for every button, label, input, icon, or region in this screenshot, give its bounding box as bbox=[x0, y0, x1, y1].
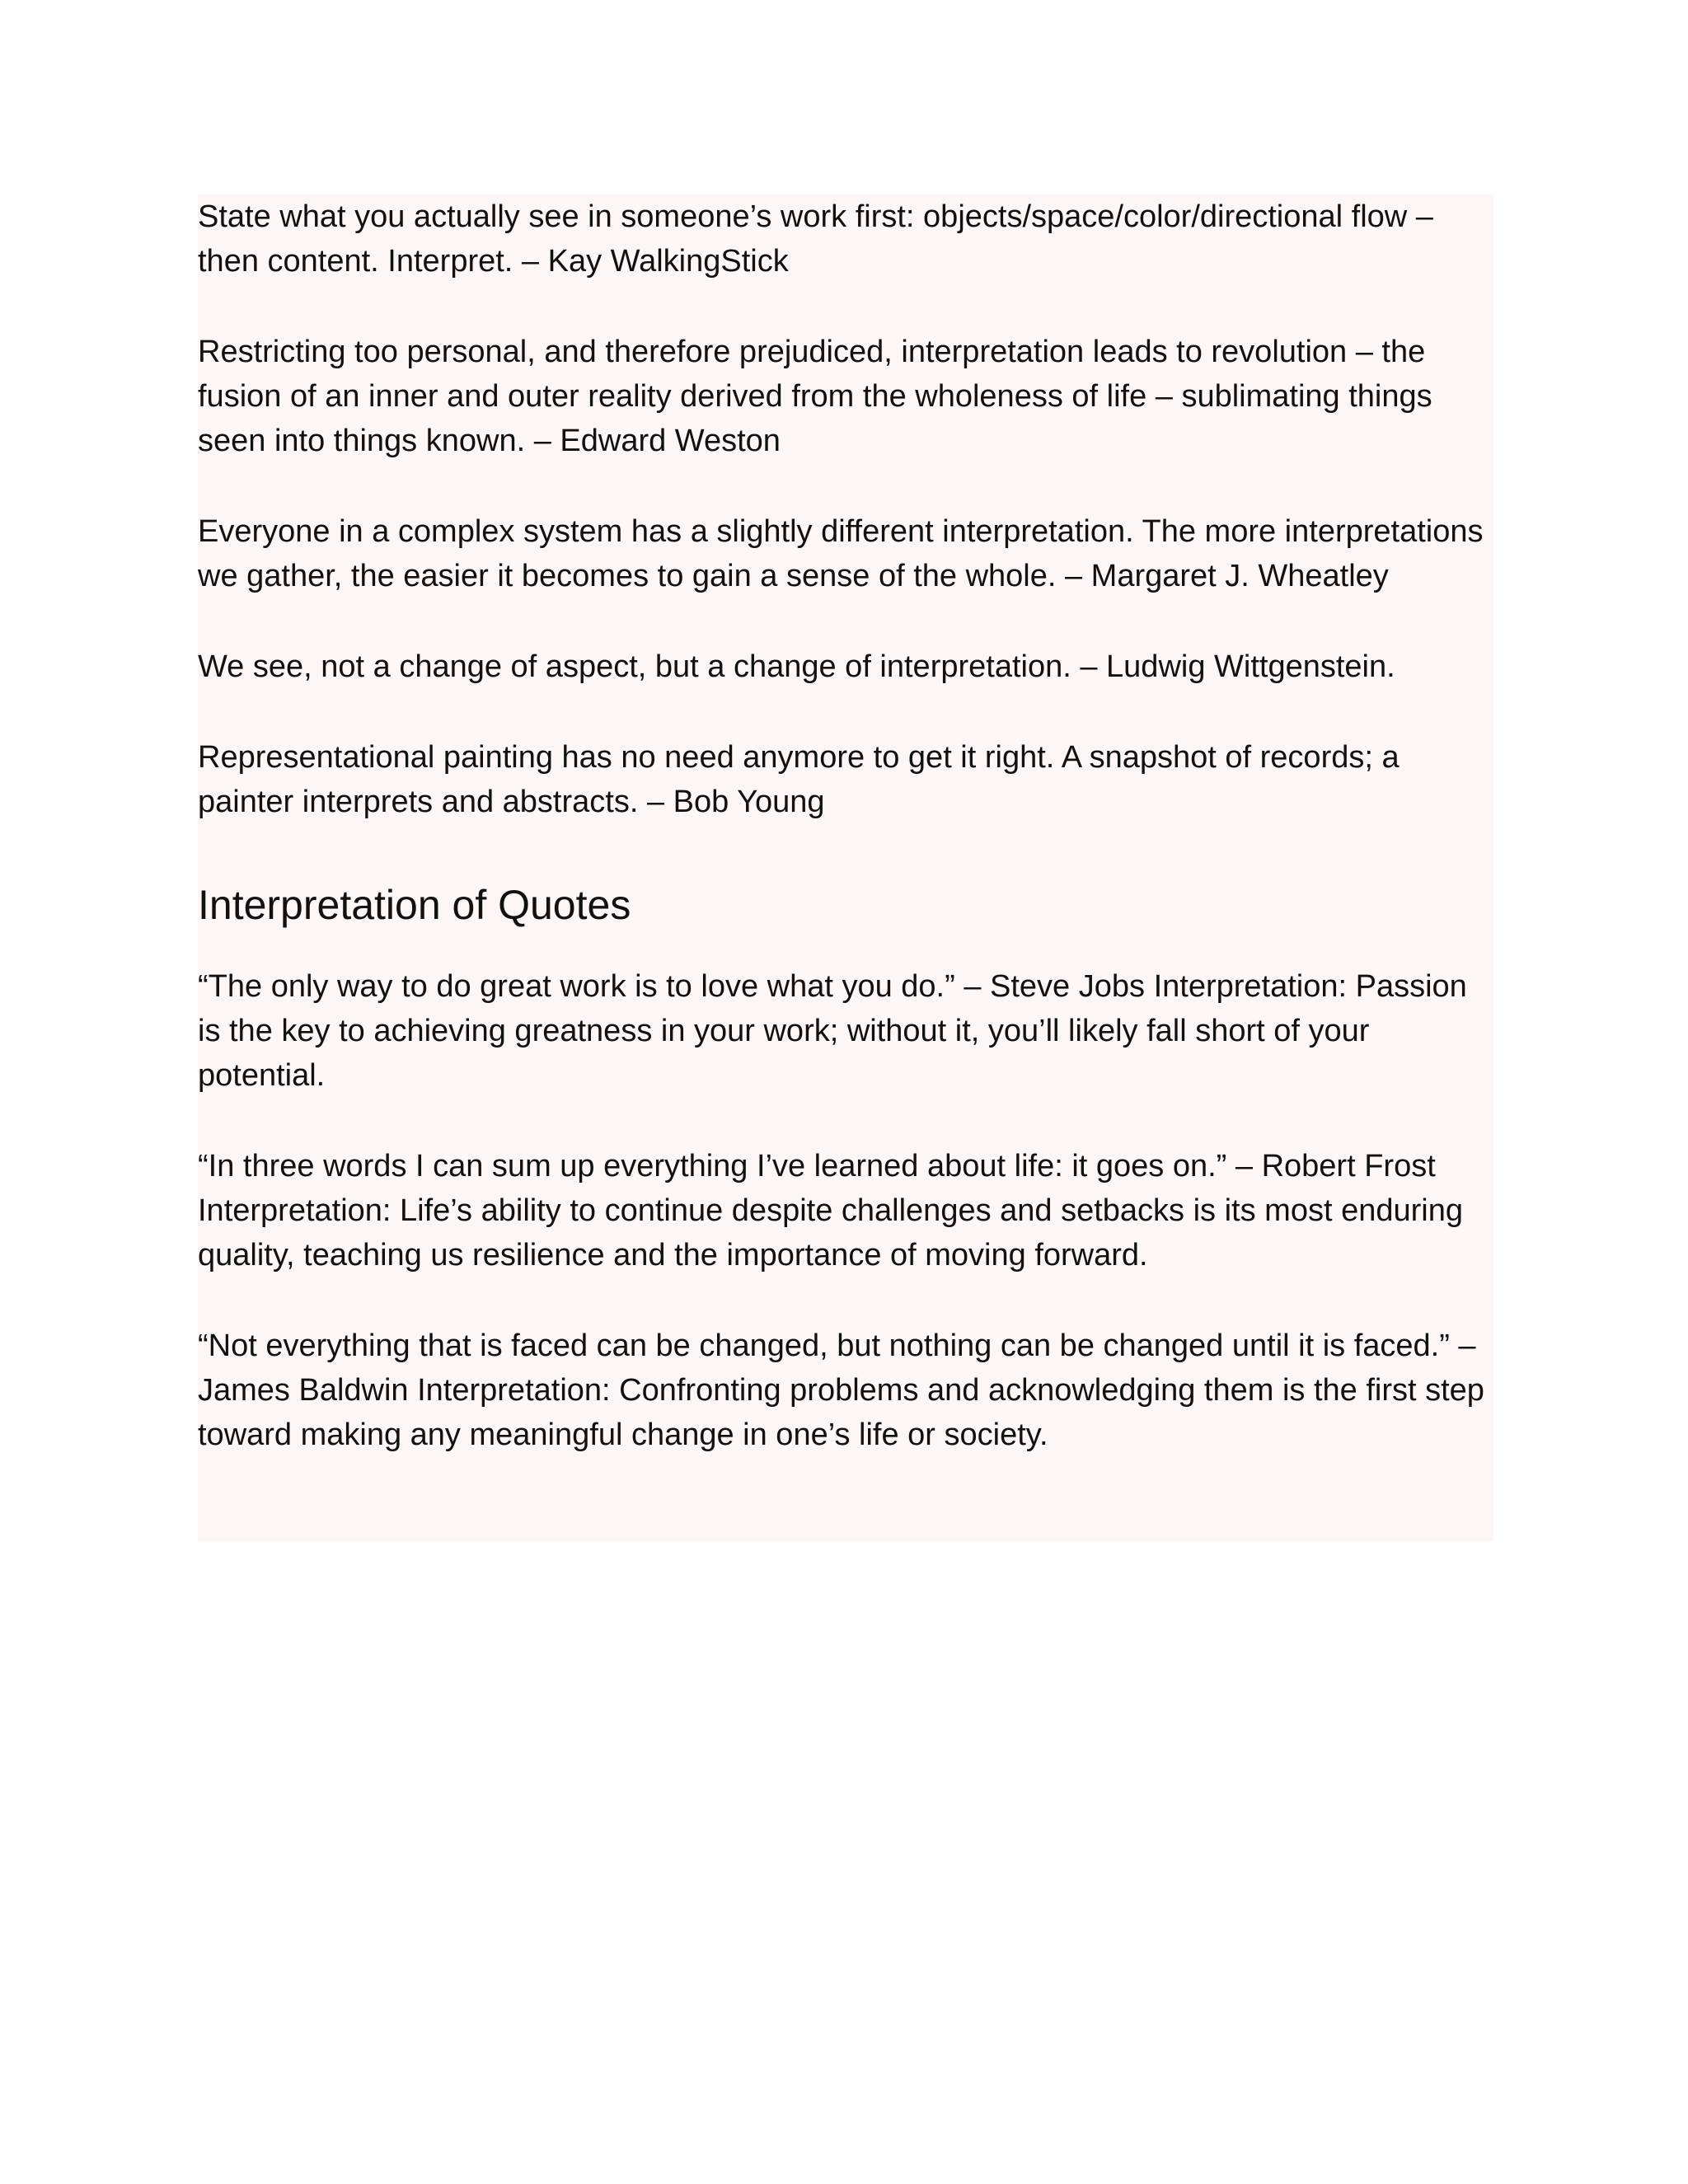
interpretation-paragraph: “The only way to do great work is to love what you do.” – Steve Jobs Interpretation: Passion is the key to achieving greatness in your work; without it, you’ll likely fall short of your potential. bbox=[198, 969, 1467, 1093]
interpretation-paragraph: “Not everything that is faced can be changed, but nothing can be changed until it is faced.” – James Baldwin Interpretation: Confronting problems and acknowledging them is the first step toward making any meaningful change in one’s life or society. bbox=[198, 1329, 1484, 1452]
heading-spacer bbox=[198, 931, 1493, 964]
paragraph-spacer bbox=[198, 1098, 1493, 1144]
paragraph-spacer bbox=[198, 463, 1493, 509]
paragraph-spacer bbox=[198, 598, 1493, 644]
quote-paragraph: Representational painting has no need anymore to get it right. A snapshot of records; a painter interprets and abstracts. – Bob Young bbox=[198, 740, 1400, 819]
paragraph-spacer bbox=[198, 824, 1493, 870]
interpretation-paragraph: “In three words I can sum up everything I’ve learned about life: it goes on.” – Robert Frost Interpretation: Life’s ability to continue despite challenges and setbacks is its most enduring quality, teaching us resilience and the importance of moving forward. bbox=[198, 1149, 1463, 1272]
paragraph-spacer bbox=[198, 689, 1493, 735]
paragraph-spacer bbox=[198, 284, 1493, 330]
quote-paragraph: Restricting too personal, and therefore prejudiced, interpretation leads to revolution – the fusion of an inner and outer reality derived from the wholeness of life – sublimating things seen into things known. – Edward Weston bbox=[198, 335, 1432, 458]
quotes-content-block bbox=[198, 194, 1493, 1541]
quote-paragraph: We see, not a change of aspect, but a change of interpretation. – Ludwig Wittgenstein. bbox=[198, 649, 1395, 684]
paragraph-spacer bbox=[198, 1277, 1493, 1324]
quote-paragraph: Everyone in a complex system has a slightly different interpretation. The more interpretations we gather, the easier it becomes to gain a sense of the whole. – Margaret J. Wheatley bbox=[198, 514, 1484, 593]
quote-paragraph: State what you actually see in someone’s work first: objects/space/color/directional flow – then content. Interpret. – Kay WalkingStick bbox=[198, 199, 1433, 279]
section-heading: Interpretation of Quotes bbox=[198, 882, 631, 928]
